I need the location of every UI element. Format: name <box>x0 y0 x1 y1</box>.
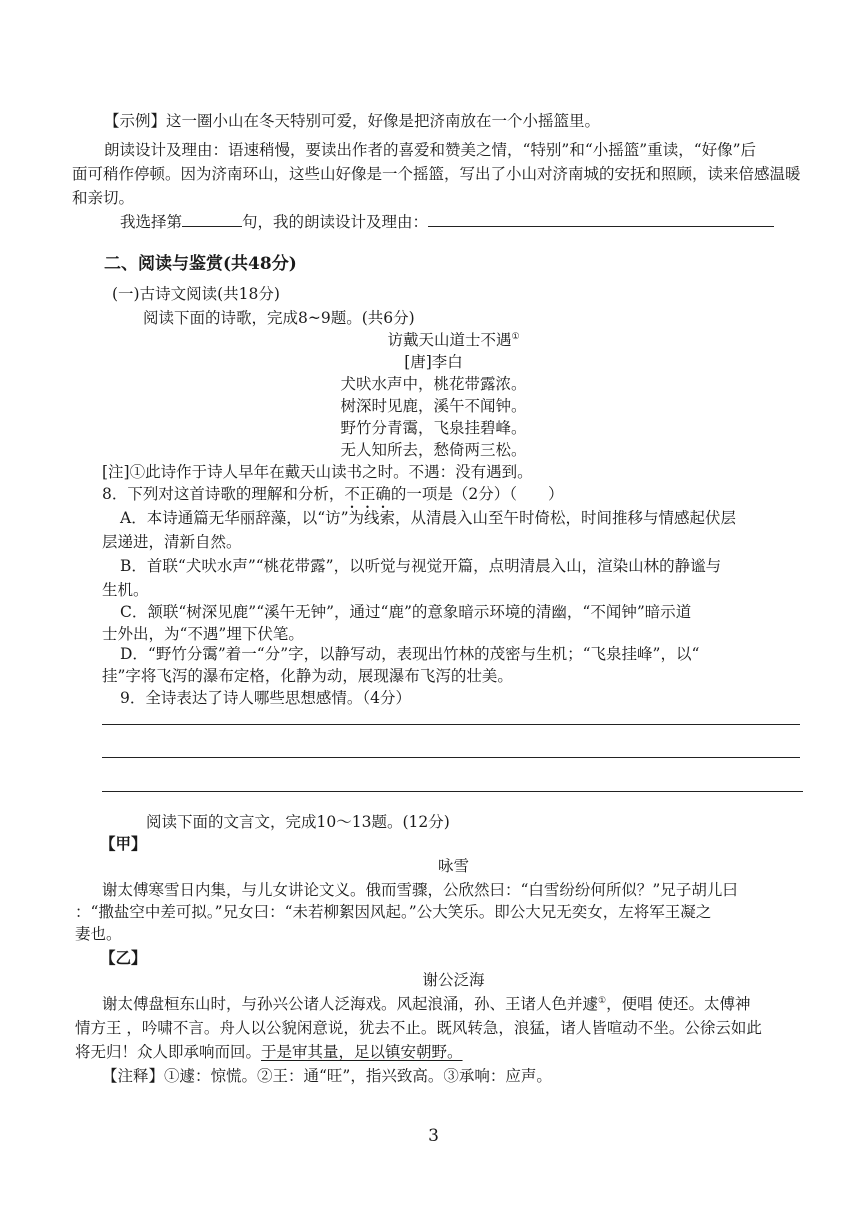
yi-line-1a: 谢太傅盘桓东山时，与孙兴公诸人泛海戏。风起浪涌，孙、王诸人色并遽 <box>102 995 599 1013</box>
yi-title: 谢公泛海 <box>422 971 485 989</box>
poem-title-text: 访戴天山道士不遇 <box>387 331 512 349</box>
answer-line[interactable] <box>102 724 800 725</box>
choose-text-b: 句，我的朗读设计及理由： <box>242 213 429 231</box>
choose-sentence-line <box>120 212 774 232</box>
example-line-4: 和亲切。 <box>72 189 135 207</box>
example-line-2: 朗读设计及理由：语速稍慢，要读出作者的喜爱和赞美之情，“特别”和“小摇篮”重读，“好像”后 <box>104 141 757 159</box>
q8-option-d-line1: D．“野竹分霭”着一“分”字，以静写动，表现出竹林的茂密与生机；“飞泉挂峰”，以“ <box>120 645 700 663</box>
jia-label: 【甲】 <box>100 834 147 853</box>
page-number: 3 <box>428 1126 439 1146</box>
q8-option-b-line2: 生机。 <box>102 581 149 599</box>
jia-line-1: 谢太傅寒雪日内集，与儿女讲论文义。俄而雪骤，公欣然曰：“白雪纷纷何所似？”兄子胡儿曰 <box>102 881 738 899</box>
yi-label: 【乙】 <box>100 948 147 967</box>
choose-text-a: 我选择第 <box>120 213 183 231</box>
yi-line-3a: 将无归！众人即承响 <box>75 1043 215 1061</box>
subsection-title: (一)古诗文阅读(共18分) <box>112 285 280 303</box>
poem-line: 犬吠水声中，桃花带露浓。 <box>340 375 527 393</box>
q9-stem: 9．全诗表达了诗人哪些思想感情。（4分） <box>120 689 411 707</box>
q8-option-a-line1: A．本诗通篇无华丽辞藻，以“访”为线索，从清晨入山至午时倚松，时间推移与情感起伏层 <box>120 509 737 527</box>
poem-title <box>20 330 867 350</box>
yi-line-2: 情方王 ，吟啸不言。舟人以公貌闲意说，犹去不止。既风转急，浪猛，诸人皆喧动不坐。公徐云如此 <box>75 1019 762 1037</box>
q8-stem-emphasis: 不正确 <box>344 485 391 503</box>
example-line-3: 面可稍作停顿。因为济南环山，这些山好像是一个摇篮，写出了小山对济南城的安抚和照顾，读来倍感温暖 <box>72 165 801 183</box>
poem-line: 无人知所去，愁倚两三松。 <box>340 441 527 459</box>
jia-line-3: 妻也。 <box>75 925 122 943</box>
q8-option-d-line2: 挂”字将飞泻的瀑布定格，化静为动，展现瀑布飞泻的壮美。 <box>102 667 513 685</box>
yi-line-3b: 而回。 <box>214 1043 262 1061</box>
yi-line-1 <box>102 994 751 1014</box>
yi-notes: 【注释】①遽：惊慌。②王：通“旺”，指兴致高。③承响：应声。 <box>102 1067 552 1085</box>
poem-line: 野竹分青霭，飞泉挂碧峰。 <box>340 419 527 437</box>
q8-option-c-line1: C．颔联“树深见鹿”“溪午无钟”，通过“鹿”的意象暗示环境的清幽，“不闻钟”暗示道 <box>120 603 692 621</box>
q8-option-b-line1: B．首联“犬吠水声”“桃花带露”，以听觉与视觉开篇，点明清晨入山，渲染山林的静谧与 <box>120 557 722 575</box>
section-title: 二、阅读与鉴赏(共48分) <box>104 254 297 274</box>
jia-title: 咏雪 <box>437 857 469 875</box>
yi-line-1b: ，便唱 使还。太傅神 <box>606 995 751 1013</box>
classical-instruction: 阅读下面的文言文，完成10～13题。(12分) <box>146 813 450 831</box>
q8-stem-a: 8．下列对这首诗歌的理解和分析， <box>102 485 345 503</box>
poem-note: [注]①此诗作于诗人早年在戴天山读书之时。不遇：没有遇到。 <box>102 463 533 481</box>
jia-line-2: ：“撒盐空中差可拟。”兄女曰：“未若柳絮因风起。”公大笑乐。即公大兄无奕女，左将军王凝之 <box>75 903 712 921</box>
q8-option-a-line2: 层递进，清新自然。 <box>102 533 242 551</box>
poem-instruction: 阅读下面的诗歌，完成8~9题。(共6分) <box>143 309 415 327</box>
answer-line[interactable] <box>102 791 803 792</box>
sentence-number-blank[interactable] <box>182 212 242 227</box>
yi-line-3 <box>75 1042 463 1062</box>
poem-author: [唐]李白 <box>404 353 463 371</box>
yi-note-mark: ① <box>598 995 607 1006</box>
reason-blank[interactable] <box>428 212 774 227</box>
example-line-1: 【示例】这一圈小山在冬天特别可爱，好像是把济南放在一个小摇篮里。 <box>104 112 601 130</box>
poem-title-mark: ① <box>511 331 520 342</box>
q8-option-c-line2: 士外出，为“不遇”埋下伏笔。 <box>102 625 304 643</box>
underlined-sentence: 于是审其量，足以镇安朝野。 <box>261 1043 463 1061</box>
answer-line[interactable] <box>102 757 800 758</box>
q8-stem-b: 的一项是（2分）（ ） <box>390 485 564 503</box>
poem-line: 树深时见鹿，溪午不闻钟。 <box>340 397 527 415</box>
